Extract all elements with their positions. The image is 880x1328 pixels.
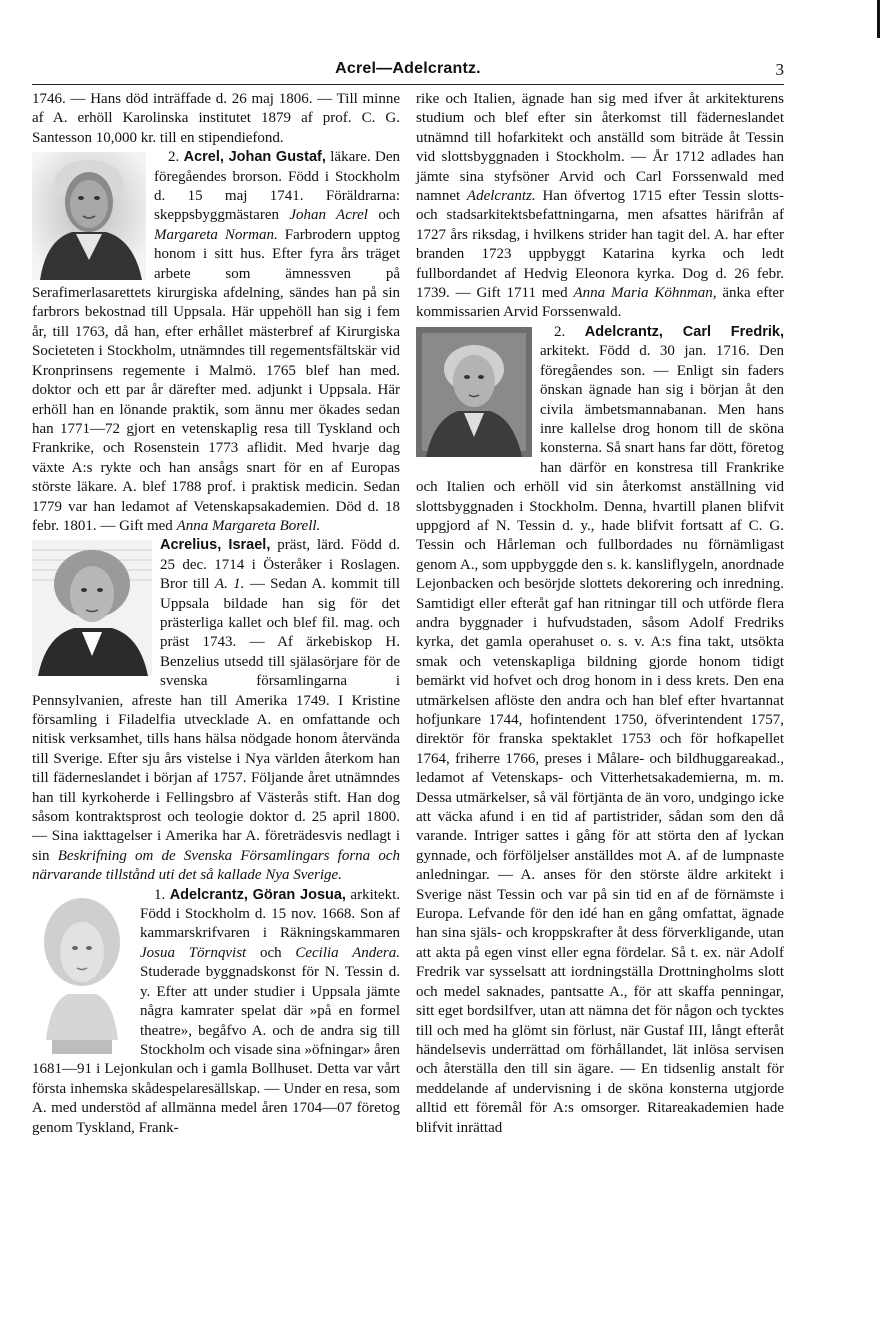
surname: Adelcrantz.	[466, 188, 536, 205]
mother-name: Cecilia Andera.	[295, 944, 400, 961]
wife-name: Anna Maria Köhnman,	[573, 285, 717, 302]
father-name: Josua Törnqvist	[140, 944, 247, 961]
entry-headword: Adelcrantz, Carl Fredrik,	[584, 323, 784, 340]
entry-adelcrantz-carl-fredrik: 2. Adelcrantz, Carl Fredrik, arkitekt. Född d. 30 jan. 1716. Den föregåendes son. — Enligt sin faders önskan ägnade han sig i början åt den civila ämbetsmannabanan. Men hans inre kallelse drog honom till de sköna konsterna. Så snart hans far dött, företog han därför en konstresa till Frankrike och Italien och erhöll vid sin återkomst anställning vid slottsbyggnaden i Stockholm. Denna, hvartill planen blifvit uppgjord af N. Tessin d. y., hade blifvit fortsatt af C. G. Tessin och Hårleman och fullbordades nu förnämligast genom A., som uppbyggde den s. k. kansliflygeln, anordnade Lejonbacken och besörjde slottets dekorering och inredning. Samtidigt eller efteråt gaf han ritningar till och utförde flera andra byggnader i hufvudstaden, såsom Adolf Fredriks kyrka, det gamla operahuset o. s. v. A:s fina takt, utsökta smak och vetenskapliga bildning gjorde honom tidigt bemärkt vid hofvet och drog honom in i dess krets. Den ena utmärkelsen aflöste den andra och han blef efter hvartannat hofjunkare 1744, hofintendent 1750, öfverintendent 1757, direktör för franska spektaklet 1753 och för hofkapellet 1764, friherre 1766, preses i Målare- och bildhuggareakad., ledamot af Vetenskaps- och Vitterhetsakademierna, m. m. Dessa utmärkelser, så väl förtjänta de än voro, undgingo icke att väcka afund i en tid af partistrider, sådan som den då varande. Intriger sattes i gång för att störta den af lyckan gynnade, och förföljelser anställdes mot A. af de lumpnaste anledningar. — A. anses för den störste äldre arkitekt i Sverige näst Tessin och var på sin tid en af de förnämste i Europa. Lefvande för den idé han en gång omfattat, ägnade han sina själs- och kroppskrafter åt dess förverkligande, utan att akta på egen vinst eller egna fördelar. Så t. ex. när Adolf Fredrik var sysselsatt att iordningställa Drottningholms slott och medel saknades, pantsatte A., för att skaffa penningar, sitt eget bordsilfver, utan att nämna det för någon och tycktes till och med ha glömt sin förlust, när Gustaf III, långt efteråt händelsevis underrättad om förhållandet, lät inlösa servisen och återställa den till sin ägare. — En tidsenlig anstalt för meddelande af undervisning i de sköna konsterna utgjorde alltid ett föremål för A:s omsorger. Ritareakademien hade blifvit inrättad	[416, 323, 784, 1136]
book-title: Beskrifning om de Svenska Församlingars forna och närvarande tillstånd uti det så kallade Nya Sverige.	[32, 847, 400, 884]
entry-number: 1.	[154, 886, 166, 903]
page-number: 3	[775, 60, 784, 79]
mother-name: Margareta Norman.	[154, 226, 278, 243]
portrait-goran-josua-adelcrantz	[32, 890, 132, 1054]
entry-headword: Acrel, Johan Gustaf,	[183, 149, 326, 166]
wife-name: Anna Margareta Borell.	[176, 517, 321, 534]
entry-headword: Acrelius, Israel,	[160, 537, 271, 554]
entry-adelcrantz-goran-josua-continued: rike och Italien, ägnade han sig med ifver åt arkitekturens studium och blef efter sin återkomst till fäderneslandet utnämnd till hofarkitekt och anställd som biträde åt Tessin vid slottsbyggnaden i Stockholm. — År 1712 adlades han jämte sina styfsöner Arvid och Carl Forssenwald med namnet Adelcrantz. Han öfvertog 1715 efter Tessin slotts- och stadsarkitektsbefattningarna, men afsattes härifrån af 1727 års riksdag, i hvilkens strider han tagit del. A. har efter branden 1723 uppbyggt Katarina kyrka och ledt fullbordandet af Hedvig Eleonora kyrka. Dog d. 26 febr. 1739. — Gift 1711 med Anna Maria Köhnman, änka efter kommissarien Arvid Forssenwald.	[416, 91, 785, 321]
cross-reference: A. 1.	[214, 576, 245, 593]
entry-number: 2.	[554, 323, 566, 340]
father-name: Johan Acrel	[289, 207, 368, 224]
page-header	[32, 56, 784, 85]
portrait-israel-acrelius	[32, 540, 152, 676]
portrait-carl-fredrik-adelcrantz	[416, 327, 532, 457]
entry-acrel-johan-gustaf: 2. Acrel, Johan Gustaf, läkare. Den föregåendes brorson. Född i Stockholm d. 15 maj 1741. Föräldrarna: skeppsbyggmästaren Johan Acrel och Margareta Norman. Farbrodern upptog honom i sitt hus. Efter fyra års träget arbete som ämnessven på Serafimerlasarettets kirurgiska afdelning, sändes han på sin farbrors bekostnad till Uppsala. Här uppehöll han sig i fem år, till 1763, då han, efter erhållet mästerbref af Kirurgiska Societeten i Stockholm, utnämndes till regementsfältskär vid Kronprinsens regemente i Malmö. 1765 blef han med. doktor och ett par år därefter med. adjunkt i Uppsala. Här erhöll han en lönande praktik, som ännu mer ökades sedan han 1771—72 gjort en vetenskaplig resa till Tyskland och Frankrike, och Rosenstein 1773 aflidit. Med hvarje dag växte A:s rykte och han ansågs snart för en af Europas störste läkare. A. blef 1788 prof. i praktisk medicin. Sedan 1779 var han ledamot af Vetenskapsakademien. Död d. 18 febr. 1801. — Gift med Anna Margareta Borell.	[32, 149, 401, 534]
left-column	[32, 90, 400, 1138]
entry-adelcrantz-goran-josua: 1. Adelcrantz, Göran Josua, arkitekt. Född i Stockholm d. 15 nov. 1668. Son af kammarskrifvaren i Räkningskammaren Josua Törnqvist och Cecilia Andera. Studerade byggnadskonst för N. Tessin d. y. Efter att under studier i Uppsala jämte några kamrater spelat där »på en formel theatre», begåfvo A. och de andra sig till Stockholm och visade sina »öfningar» åren 1681—91 i Lejonkulan och i gamla Bollhuset. Detta var vårt första inhemska skådespelaresällskap. — Under en resa, som A. med understöd af allmänna medel åren 1704—07 företog genom Tyskland, Frank-	[32, 886, 400, 1136]
running-head: Acrel—Adelcrantz.	[335, 60, 481, 77]
portrait-image	[32, 152, 146, 280]
portrait-johan-gustaf-acrel	[32, 152, 146, 280]
portrait-image	[32, 540, 152, 676]
right-column	[416, 90, 784, 1138]
portrait-image	[32, 890, 132, 1054]
entry-continuation: 1746. — Hans död inträffade d. 26 maj 1806. — Till minne af A. erhöll Karolinska institutet 1879 af prof. C. G. Santesson 10,000 kr. till en stipendiefond.	[32, 91, 400, 146]
entry-headword: Adelcrantz, Göran Josua,	[169, 886, 346, 903]
portrait-image	[416, 327, 532, 457]
entry-acrelius-israel: Acrelius, Israel, präst, lärd. Född d. 25 dec. 1714 i Österåker i Roslagen. Bror till A. 1. — Sedan A. kommit till Uppsala bildade han sig för det prästerliga kallet och blef fil. mag. och präst 1743. — Af ärkebiskop H. Benzelius utsedd till själasörjare för de svenska församlingarna i Pennsylvanien, afreste han till Amerika 1749. I Kristine församling i Filadelfia utvecklade A. en omfattande och nitisk verksamhet, tills hans hälsa nödgade honom återvända till Sverige. Efter sju års vistelse i Nya världen återkom han till fäderneslandet i början af 1757. Följande året utnämndes han till kyrkoherde i Fellingsbro af Västerås stift. Han dog såsom kontraktsprost och teologie doktor d. 25 april 1800. — Sina iakttagelser i Amerika har A. företrädesvis nedlagt i sin Beskrifning om de Svenska Församlingars forna och närvarande tillstånd uti det så kallade Nya Sverige.	[32, 537, 401, 884]
entry-number: 2.	[168, 149, 180, 166]
